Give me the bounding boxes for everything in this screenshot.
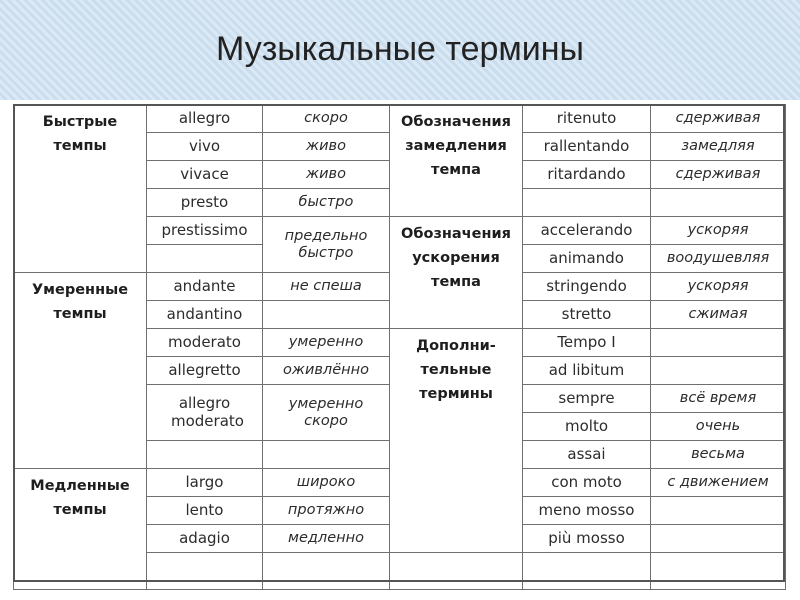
term-russian: ускоряя: [651, 273, 786, 301]
term-russian: воодушевляя: [651, 245, 786, 273]
category-moderate: Умеренные темпы: [14, 273, 147, 469]
term-italian: stringendo: [523, 273, 651, 301]
term-italian: stretto: [523, 301, 651, 329]
term-italian: accelerando: [523, 217, 651, 245]
term-russian: замедляя: [651, 133, 786, 161]
term-russian: умеренно скоро: [263, 385, 390, 441]
term-italian: vivo: [147, 133, 263, 161]
term-italian: presto: [147, 189, 263, 217]
empty-cell: [147, 441, 263, 469]
term-russian: оживлённо: [263, 357, 390, 385]
term-italian: Tempo I: [523, 329, 651, 357]
empty-cell: [651, 497, 786, 525]
empty-cell: [651, 553, 786, 590]
empty-cell: [390, 553, 523, 590]
term-russian: сдерживая: [651, 105, 786, 133]
term-italian: ritardando: [523, 161, 651, 189]
term-russian: скоро: [263, 105, 390, 133]
term-russian: [651, 329, 786, 357]
term-russian: сжимая: [651, 301, 786, 329]
term-italian: animando: [523, 245, 651, 273]
term-italian: adagio: [147, 525, 263, 553]
empty-cell: [651, 189, 786, 217]
term-russian: широко: [263, 469, 390, 497]
category-slow: Медленные темпы: [14, 469, 147, 590]
term-italian: più mosso: [523, 525, 651, 553]
term-italian: vivace: [147, 161, 263, 189]
term-italian: allegretto: [147, 357, 263, 385]
term-italian: rallentando: [523, 133, 651, 161]
empty-cell: [523, 189, 651, 217]
category-extra: Дополни- тельные термины: [390, 329, 523, 553]
term-italian: moderato: [147, 329, 263, 357]
term-russian: живо: [263, 133, 390, 161]
term-italian: allegro: [147, 105, 263, 133]
term-russian: медленно: [263, 525, 390, 553]
empty-cell: [263, 553, 390, 590]
term-italian: lento: [147, 497, 263, 525]
term-russian: сдерживая: [651, 161, 786, 189]
term-russian: быстро: [263, 189, 390, 217]
term-italian: molto: [523, 413, 651, 441]
term-italian: andantino: [147, 301, 263, 329]
empty-cell: [523, 553, 651, 590]
empty-cell: [651, 525, 786, 553]
empty-cell: [147, 245, 263, 273]
term-russian: с движением: [651, 469, 786, 497]
category-slowing: Обозначения замедления темпа: [390, 105, 523, 217]
term-italian: ad libitum: [523, 357, 651, 385]
term-italian: allegro moderato: [147, 385, 263, 441]
empty-cell: [263, 441, 390, 469]
term-italian: meno mosso: [523, 497, 651, 525]
term-italian: prestissimo: [147, 217, 263, 245]
term-russian: [263, 301, 390, 329]
terms-table: [13, 104, 786, 590]
term-italian: assai: [523, 441, 651, 469]
term-italian: ritenuto: [523, 105, 651, 133]
term-russian: живо: [263, 161, 390, 189]
term-russian: весьма: [651, 441, 786, 469]
term-russian: не спеша: [263, 273, 390, 301]
category-fast: Быстрые темпы: [14, 105, 147, 273]
term-russian: протяжно: [263, 497, 390, 525]
table-row: [14, 105, 786, 133]
term-russian: предельно быстро: [263, 217, 390, 273]
term-russian: [651, 357, 786, 385]
term-italian: con moto: [523, 469, 651, 497]
term-italian: largo: [147, 469, 263, 497]
slide-title: Музыкальные термины: [216, 30, 584, 68]
term-italian: andante: [147, 273, 263, 301]
term-russian: очень: [651, 413, 786, 441]
term-russian: всё время: [651, 385, 786, 413]
empty-cell: [147, 553, 263, 590]
term-italian: sempre: [523, 385, 651, 413]
term-russian: умеренно: [263, 329, 390, 357]
term-russian: ускоряя: [651, 217, 786, 245]
category-speeding: Обозначения ускорения темпа: [390, 217, 523, 329]
